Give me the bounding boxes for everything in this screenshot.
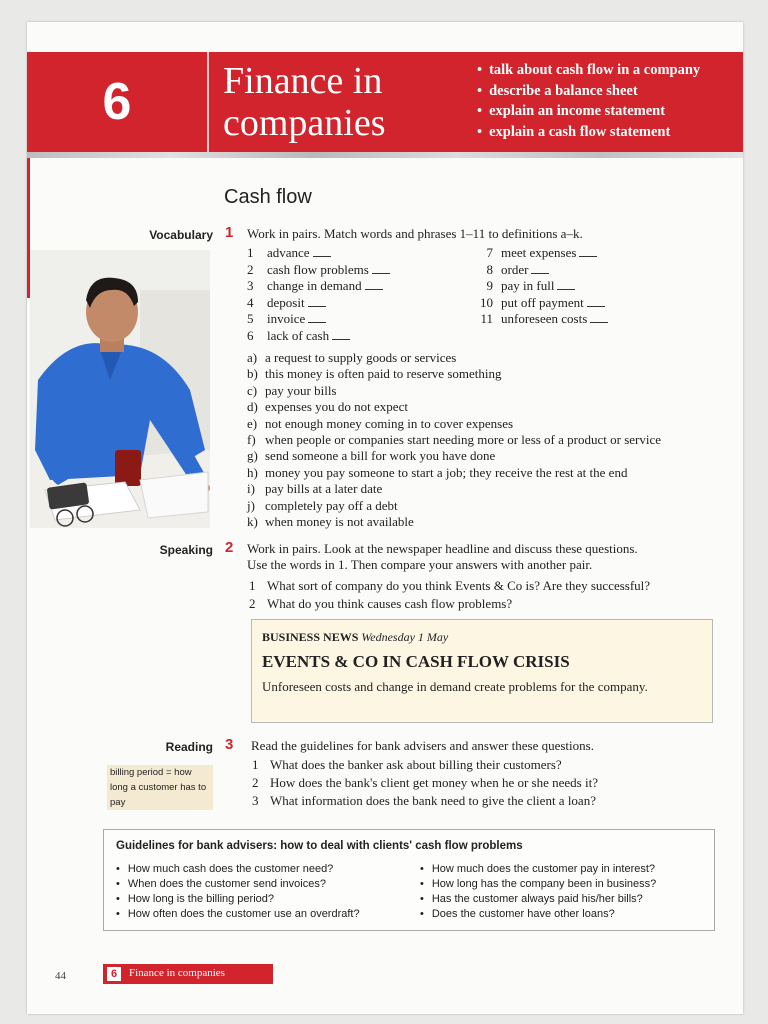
- vocabulary-item: 6 lack of cash: [247, 328, 390, 345]
- guidelines-list-right: [420, 862, 656, 922]
- unit-goal: • talk about cash flow in a company: [477, 60, 700, 81]
- unit-header: [27, 52, 743, 152]
- answer-blank[interactable]: [308, 322, 326, 323]
- guidelines-box: [103, 829, 715, 931]
- definition-item: f) when people or companies start needing more or less of a product or service: [247, 432, 662, 448]
- definition-item: c) pay your bills: [247, 382, 337, 398]
- exercise-number: 1: [225, 224, 234, 241]
- vocabulary-item: 8 order: [467, 262, 608, 279]
- definition-item: g) send someone a bill for work you have done: [247, 448, 496, 464]
- page-number: 44: [55, 970, 66, 982]
- unit-title-line1: Finance in: [223, 60, 383, 102]
- businessman-illustration: [30, 250, 210, 528]
- unit-goal: • explain an income statement: [477, 101, 700, 122]
- glossary-note: billing period = how long a customer has to pay: [107, 765, 213, 810]
- news-headline: EVENTS & CO IN CASH FLOW CRISIS: [262, 652, 570, 671]
- vocabulary-item: 10 put off payment: [467, 295, 608, 312]
- vocabulary-item: 4 deposit: [247, 295, 390, 312]
- definition-item: a) a request to supply goods or services: [247, 350, 457, 365]
- news-dateline: BUSINESS NEWS Wednesday 1 May: [262, 630, 449, 644]
- answer-blank[interactable]: [332, 339, 350, 340]
- vocabulary-item: 5 invoice: [247, 311, 390, 328]
- definition-item: b) this money is often paid to reserve something: [247, 366, 502, 382]
- answer-blank[interactable]: [579, 256, 597, 257]
- speaking-label: Speaking: [159, 543, 213, 557]
- vocabulary-item: 9 pay in full: [467, 278, 608, 295]
- unit-goal: • explain a cash flow statement: [477, 122, 700, 143]
- header-strip: [27, 152, 743, 158]
- vocabulary-item: 3 change in demand: [247, 278, 390, 295]
- question-item: 2 What do you think causes cash flow problems?: [249, 595, 513, 611]
- guideline-item: • How much cash does the customer need?: [116, 862, 360, 877]
- exercise-instruction: Use the words in 1. Then compare your answers with another pair.: [247, 557, 593, 572]
- footer-unit-number: 6: [107, 967, 121, 981]
- section-title: Cash flow: [224, 186, 312, 208]
- answer-blank[interactable]: [557, 289, 575, 290]
- vocabulary-item: 11 unforeseen costs: [467, 311, 608, 328]
- answer-blank[interactable]: [531, 273, 549, 274]
- answer-blank[interactable]: [587, 306, 605, 307]
- definition-item: i) pay bills at a later date: [247, 481, 383, 497]
- exercise-number: 3: [225, 736, 234, 753]
- unit-goals-list: [477, 60, 700, 142]
- vocabulary-item: 2 cash flow problems: [247, 262, 390, 279]
- exercise-instruction: Work in pairs. Look at the newspaper headline and discuss these questions.: [247, 541, 638, 556]
- unit-title-line2: companies: [223, 102, 386, 144]
- answer-blank[interactable]: [372, 273, 390, 274]
- definition-item: k) when money is not available: [247, 514, 414, 530]
- exercise-instruction: Work in pairs. Match words and phrases 1–11 to definitions a–k.: [247, 226, 583, 241]
- header-divider: [207, 52, 209, 152]
- definition-item: h) money you pay someone to start a job; they receive the rest at the end: [247, 464, 628, 480]
- exercise-instruction: Read the guidelines for bank advisers and answer these questions.: [251, 738, 594, 753]
- answer-blank[interactable]: [308, 306, 326, 307]
- vocabulary-list-left: [247, 245, 390, 344]
- news-body: Unforeseen costs and change in demand create problems for the company.: [262, 679, 648, 694]
- news-box: [251, 619, 713, 723]
- answer-blank[interactable]: [365, 289, 383, 290]
- guideline-item: • How long is the billing period?: [116, 892, 360, 907]
- guidelines-list-left: [116, 862, 360, 922]
- unit-number: 6: [102, 73, 132, 131]
- definition-item: d) expenses you do not expect: [247, 399, 408, 415]
- unit-goal: • describe a balance sheet: [477, 81, 700, 102]
- guideline-item: • When does the customer send invoices?: [116, 877, 360, 892]
- businessman-photo: [30, 250, 210, 528]
- reading-label: Reading: [165, 740, 213, 754]
- guideline-item: • How much does the customer pay in interest?: [420, 862, 656, 877]
- question-item: 1 What does the banker ask about billing their customers?: [252, 757, 562, 772]
- unit-title: [223, 60, 386, 144]
- definition-item: e) not enough money coming in to cover expenses: [247, 415, 514, 431]
- footer-unit-bar: [103, 964, 273, 984]
- guideline-item: • Does the customer have other loans?: [420, 907, 656, 922]
- reading-questions: [252, 756, 598, 810]
- vocabulary-item: 7 meet expenses: [467, 245, 608, 262]
- vocabulary-label: Vocabulary: [149, 228, 213, 242]
- exercise-number: 2: [225, 539, 234, 556]
- guideline-item: • How long has the company been in business?: [420, 877, 656, 892]
- textbook-page: [27, 22, 743, 1014]
- guidelines-title: Guidelines for bank advisers: how to deal with clients' cash flow problems: [116, 840, 523, 852]
- vocabulary-list-right: [467, 245, 608, 328]
- footer-unit-title: Finance in companies: [129, 967, 225, 979]
- definition-item: j) completely pay off a debt: [247, 497, 398, 513]
- speaking-questions: [249, 577, 650, 612]
- answer-blank[interactable]: [313, 256, 331, 257]
- definitions-list: [247, 350, 661, 530]
- vocabulary-item: 1 advance: [247, 245, 390, 262]
- guideline-item: • Has the customer always paid his/her bills?: [420, 892, 656, 907]
- question-item: 3 What information does the bank need to give the client a loan?: [252, 793, 596, 808]
- guideline-item: • How often does the customer use an overdraft?: [116, 907, 360, 922]
- question-item: 2 How does the bank's client get money when he or she needs it?: [252, 775, 598, 790]
- question-item: 1 What sort of company do you think Events & Co is? Are they successful?: [249, 578, 651, 593]
- answer-blank[interactable]: [590, 322, 608, 323]
